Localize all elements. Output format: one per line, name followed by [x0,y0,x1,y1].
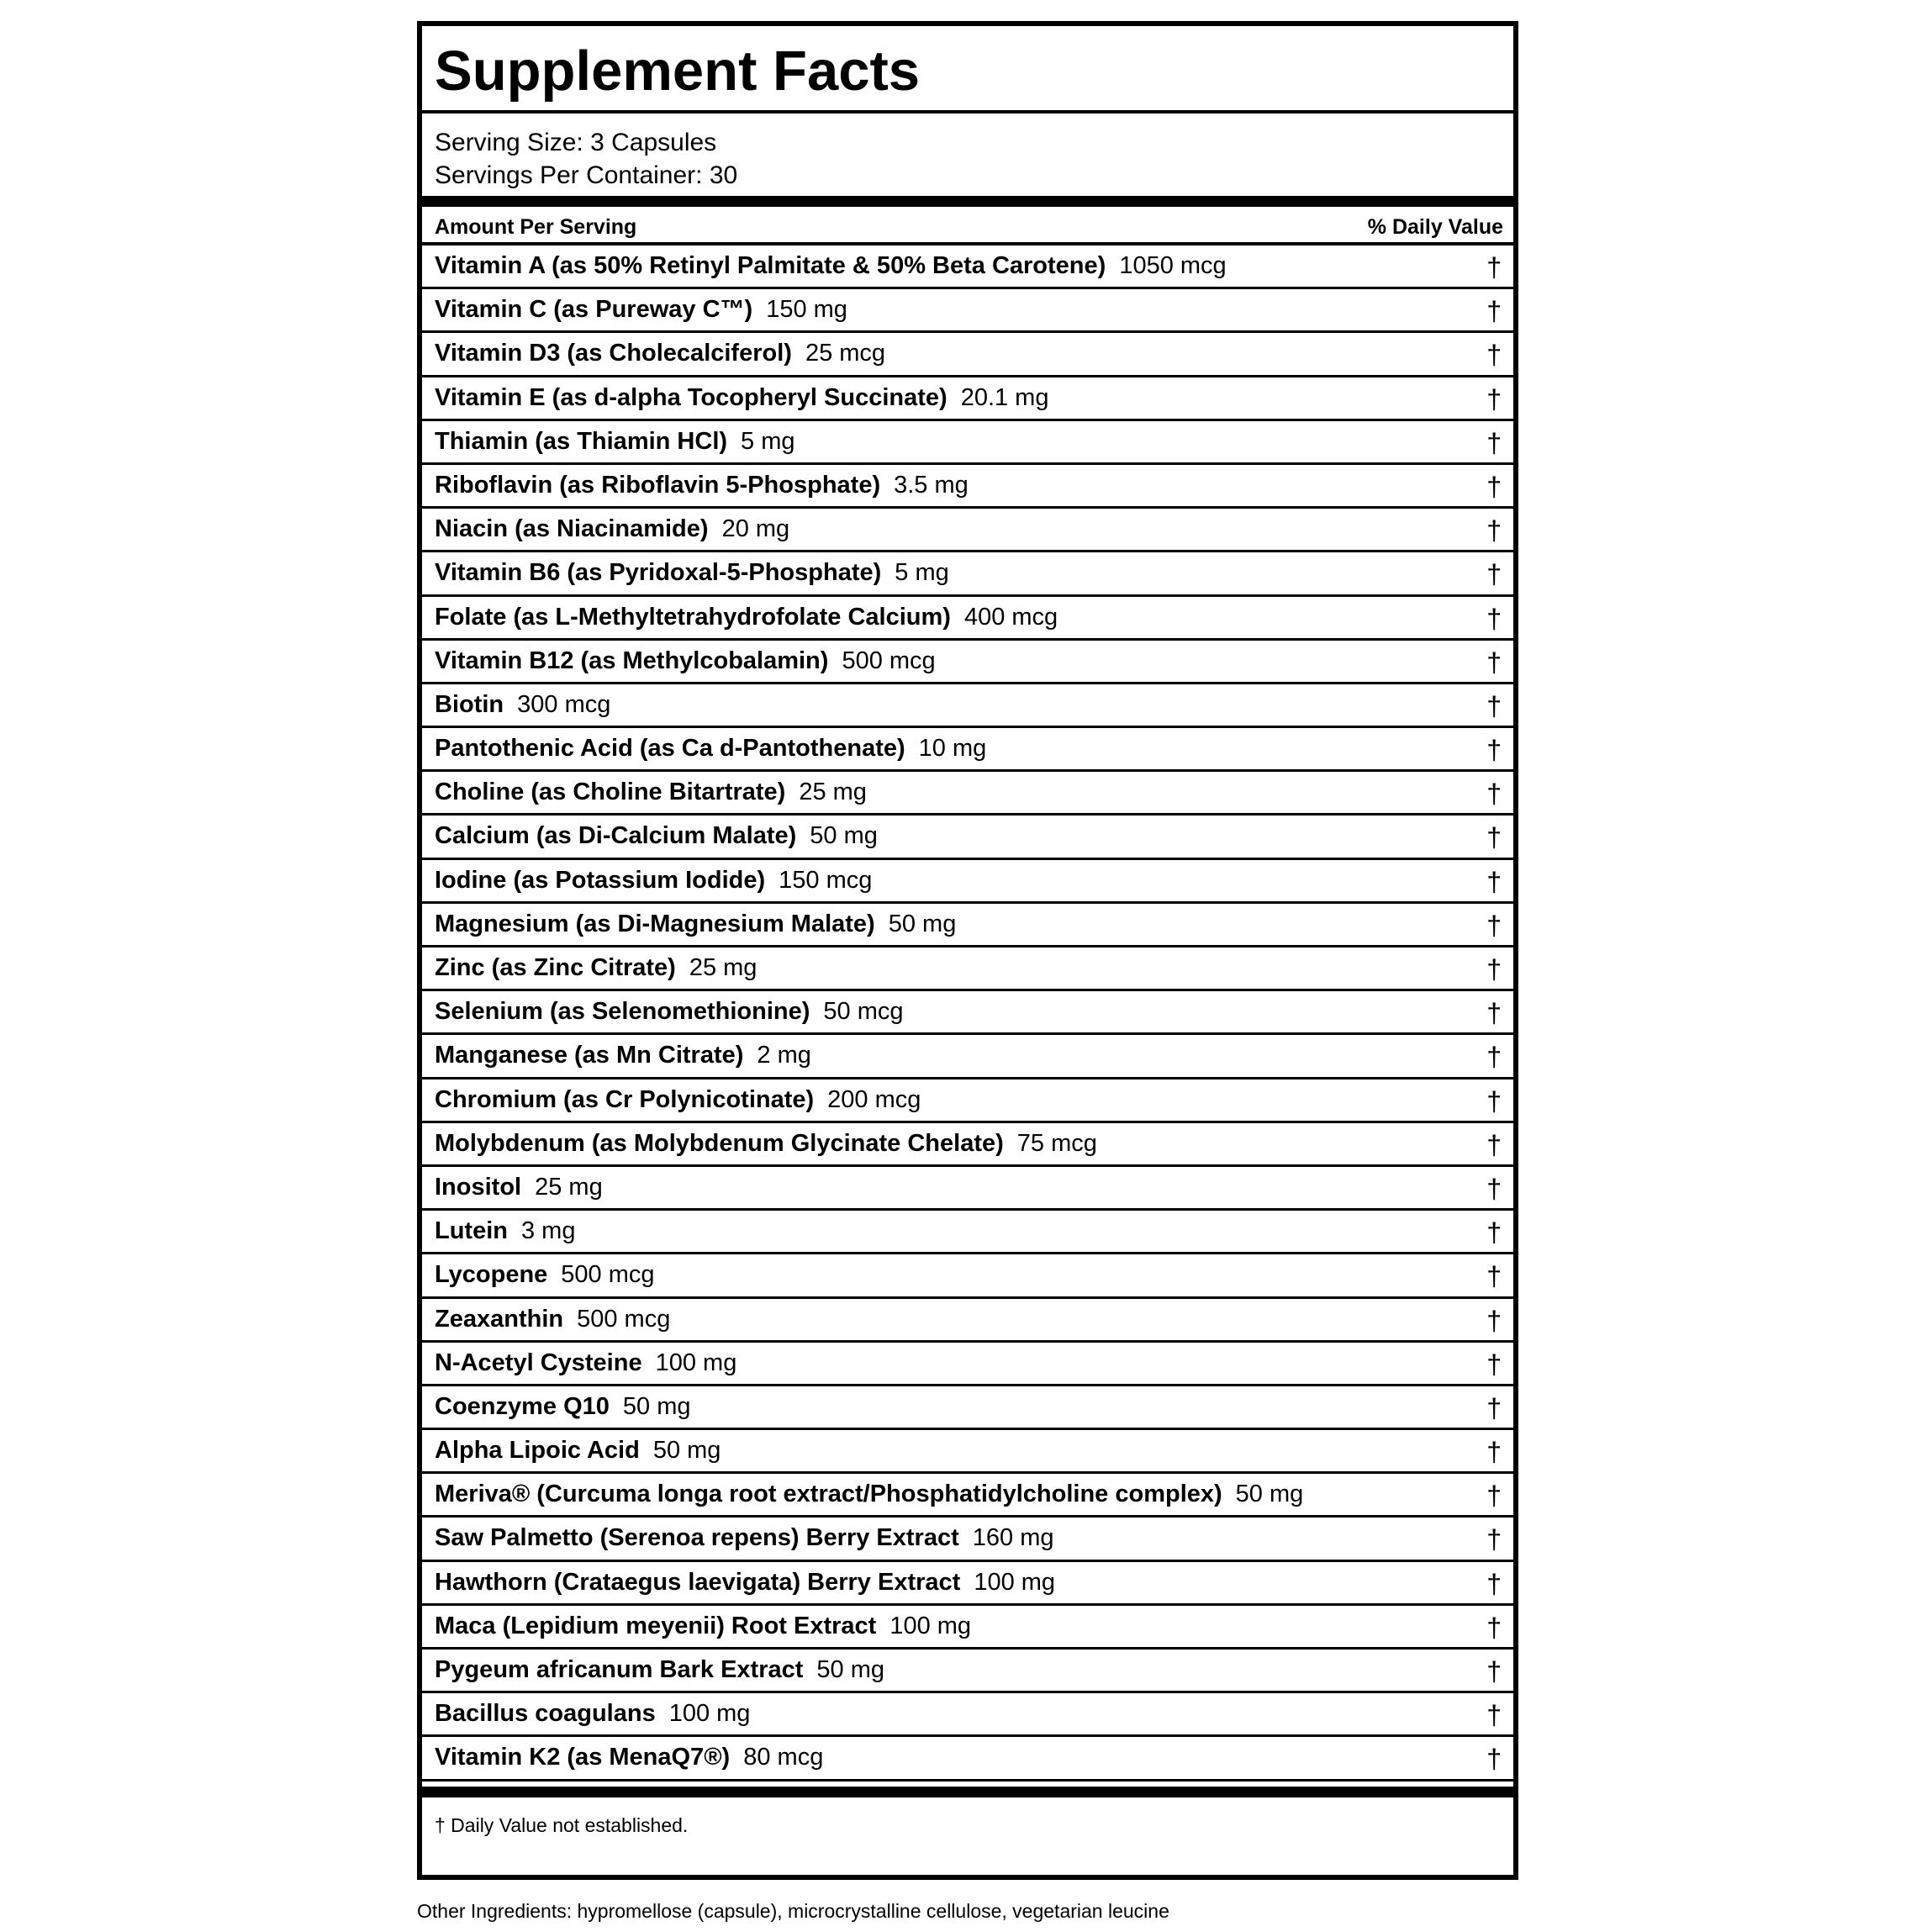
ingredient-name [435,954,757,982]
ingredient-name [435,559,949,587]
ingredient-name-text: Magnesium (as Di-Magnesium Malate) [435,910,875,937]
dagger-daily-value: † [1486,1656,1502,1687]
ingredient-name-text: N-Acetyl Cysteine [435,1349,642,1376]
ingredient-name [435,1437,721,1465]
ingredient-amount: 25 mg [799,779,867,806]
dagger-daily-value: † [1486,1217,1502,1248]
ingredient-list [422,245,1513,1782]
ingredient-row [422,421,1513,465]
ingredient-amount: 150 mg [766,296,847,324]
ingredient-amount: 10 mg [918,735,987,763]
ingredient-name-text: Pantothenic Acid (as Ca d-Pantothenate) [435,735,905,763]
serving-info [435,126,737,192]
ingredient-name [435,1130,1097,1158]
ingredient-row [422,816,1513,859]
dagger-daily-value: † [1486,1349,1502,1380]
ingredient-name-text: Pygeum africanum Bark Extract [435,1656,804,1683]
dagger-daily-value: † [1486,1305,1502,1336]
supplement-facts-panel [417,21,1518,1880]
dagger-daily-value: † [1486,427,1502,458]
ingredient-row [422,1430,1513,1474]
ingredient-row [422,1123,1513,1167]
ingredient-amount: 50 mg [816,1656,885,1683]
ingredient-amount: 80 mcg [743,1744,824,1771]
ingredient-name [435,691,610,719]
daily-value-header: % Daily Value [1367,215,1503,239]
footnote: † Daily Value not established. [435,1814,689,1836]
ingredient-row [422,991,1513,1035]
ingredient-name [435,735,986,763]
ingredient-row [422,597,1513,641]
dagger-daily-value: † [1486,1481,1502,1512]
dagger-daily-value: † [1486,690,1502,721]
dagger-daily-value: † [1486,998,1502,1029]
ingredient-name [435,779,867,806]
ingredient-name-text: Inositol [435,1173,522,1201]
ingredient-name-text: Alpha Lipoic Acid [435,1437,640,1465]
dagger-daily-value: † [1486,1173,1502,1204]
ingredient-amount: 50 mg [652,1437,721,1465]
ingredient-row [422,1606,1513,1650]
ingredient-amount: 500 mcg [577,1305,671,1333]
dagger-daily-value: † [1486,1524,1502,1555]
ingredient-amount: 50 mg [810,822,878,850]
servings-per-container: Servings Per Container: 30 [435,161,738,189]
ingredient-name-text: Calcium (as Di-Calcium Malate) [435,822,797,850]
dagger-daily-value: † [1486,954,1502,984]
dagger-daily-value: † [1486,383,1502,414]
ingredient-name [435,1524,1053,1552]
ingredient-row [422,245,1513,289]
column-header-row [422,207,1513,245]
ingredient-row [422,948,1513,991]
ingredient-amount: 5 mg [895,559,949,587]
ingredient-name-text: Thiamin (as Thiamin HCl) [435,427,728,455]
dagger-daily-value: † [1486,1261,1502,1292]
dagger-daily-value: † [1486,647,1502,678]
dagger-daily-value: † [1486,866,1502,897]
ingredient-name [435,1613,971,1640]
ingredient-row [422,509,1513,552]
ingredient-amount: 3 mg [521,1217,576,1245]
thick-divider-top [422,196,1513,207]
ingredient-name-text: Riboflavin (as Riboflavin 5-Phosphate) [435,471,881,499]
ingredient-name [435,1481,1303,1508]
ingredient-name-text: Niacin (as Niacinamide) [435,515,709,543]
ingredient-name-text: Chromium (as Cr Polynicotinate) [435,1085,815,1113]
ingredient-name-text: Lycopene [435,1261,548,1289]
dagger-daily-value: † [1486,603,1502,634]
ingredient-amount: 20 mg [721,515,790,543]
ingredient-name [435,867,872,895]
ingredient-amount: 50 mg [888,910,957,937]
ingredient-name-text: Biotin [435,690,504,718]
dagger-daily-value: † [1486,1568,1502,1599]
amount-per-serving-header: Amount Per Serving [435,215,637,239]
ingredient-name-text: Vitamin A (as 50% Retinyl Palmitate & 50% Beta Carotene) [435,252,1106,279]
ingredient-amount: 25 mg [535,1173,603,1201]
ingredient-amount: 50 mg [1235,1481,1304,1508]
ingredient-name [435,1261,655,1289]
ingredient-name-text: Molybdenum (as Molybdenum Glycinate Chelate) [435,1129,1004,1157]
dagger-daily-value: † [1486,1700,1502,1731]
ingredient-name [435,252,1227,280]
ingredient-name-text: Saw Palmetto (Serenoa repens) Berry Extract [435,1524,959,1552]
ingredient-amount: 50 mg [622,1392,691,1420]
ingredient-row [422,377,1513,421]
ingredient-name [435,1744,823,1771]
ingredient-name [435,1042,811,1069]
ingredient-amount: 75 mcg [1016,1129,1097,1157]
ingredient-row [422,1035,1513,1079]
ingredient-name-text: Iodine (as Potassium Iodide) [435,866,766,894]
ingredient-name-text: Bacillus coagulans [435,1700,656,1728]
ingredient-amount: 500 mcg [561,1261,655,1289]
serving-size: Serving Size: 3 Capsules [435,129,717,156]
ingredient-name-text: Manganese (as Mn Citrate) [435,1042,744,1069]
dagger-daily-value: † [1486,735,1502,766]
ingredient-row [422,1167,1513,1211]
ingredient-row [422,1693,1513,1737]
ingredient-amount: 100 mg [974,1568,1056,1596]
ingredient-amount: 20.1 mg [960,383,1049,411]
ingredient-name-text: Zinc (as Zinc Citrate) [435,954,676,981]
ingredient-row [422,1079,1513,1123]
ingredient-name-text: Zeaxanthin [435,1305,564,1333]
ingredient-amount: 50 mcg [823,998,904,1026]
ingredient-name [435,384,1048,412]
ingredient-name-text: Coenzyme Q10 [435,1392,610,1420]
ingredient-row [422,1343,1513,1386]
ingredient-name [435,647,936,675]
dagger-daily-value: † [1486,252,1502,282]
ingredient-row [422,1299,1513,1343]
ingredient-name [435,1700,750,1728]
ingredient-name-text: Selenium (as Selenomethionine) [435,998,810,1026]
ingredient-amount: 2 mg [757,1042,811,1069]
ingredient-name-text: Meriva® (Curcuma longa root extract/Phosphatidylcholine complex) [435,1481,1222,1508]
ingredient-name [435,911,956,938]
dagger-daily-value: † [1486,296,1502,327]
ingredient-row [422,728,1513,772]
ingredient-row [422,904,1513,948]
ingredient-name-text: Hawthorn (Crataegus laevigata) Berry Extract [435,1568,961,1596]
ingredient-name-text: Vitamin E (as d-alpha Tocopheryl Succinate) [435,383,948,411]
ingredient-row [422,1650,1513,1693]
ingredient-name-text: Choline (as Choline Bitartrate) [435,779,786,806]
ingredient-name [435,296,847,324]
ingredient-amount: 400 mcg [963,603,1058,631]
ingredient-name [435,1217,575,1245]
ingredient-amount: 25 mcg [805,340,886,367]
dagger-daily-value: † [1486,1392,1502,1423]
dagger-daily-value: † [1486,1612,1502,1643]
ingredient-row [422,1254,1513,1298]
dagger-daily-value: † [1486,1744,1502,1775]
ingredient-name [435,1086,921,1114]
ingredient-amount: 25 mg [689,954,757,981]
ingredient-amount: 100 mg [889,1612,972,1639]
ingredient-name [435,340,885,367]
ingredient-name [435,1306,670,1333]
ingredient-row [422,333,1513,377]
ingredient-amount: 5 mg [741,427,795,455]
panel-title: Supplement Facts [435,40,921,103]
ingredient-name [435,998,903,1026]
ingredient-name-text: Vitamin B6 (as Pyridoxal-5-Phosphate) [435,559,882,587]
dagger-daily-value: † [1486,1042,1502,1073]
ingredient-name-text: Vitamin K2 (as MenaQ7®) [435,1744,731,1771]
dagger-daily-value: † [1486,910,1502,941]
ingredient-row [422,1386,1513,1430]
ingredient-row [422,552,1513,596]
ingredient-row [422,860,1513,904]
ingredient-name [435,1569,1055,1597]
ingredient-amount: 500 mcg [842,647,936,674]
ingredient-row [422,465,1513,509]
ingredient-amount: 1050 mcg [1119,252,1227,279]
ingredient-name [435,1656,884,1684]
ingredient-name-text: Vitamin C (as Pureway C™) [435,296,753,324]
ingredient-row [422,684,1513,728]
ingredient-row [422,1474,1513,1518]
ingredient-row [422,1737,1513,1781]
ingredient-name-text: Lutein [435,1217,508,1245]
ingredient-name-text: Vitamin D3 (as Cholecalciferol) [435,340,792,367]
dagger-daily-value: † [1486,471,1502,502]
ingredient-name [435,1349,736,1377]
thick-divider-bottom [422,1787,1513,1797]
ingredient-row [422,289,1513,333]
ingredient-amount: 100 mg [655,1349,737,1376]
ingredient-amount: 200 mcg [827,1085,921,1113]
dagger-daily-value: † [1486,1437,1502,1468]
ingredient-amount: 300 mcg [517,690,611,718]
dagger-daily-value: † [1486,779,1502,810]
ingredient-name-text: Maca (Lepidium meyenii) Root Extract [435,1612,877,1639]
ingredient-amount: 100 mg [668,1700,751,1728]
ingredient-row [422,1211,1513,1254]
ingredient-name-text: Vitamin B12 (as Methylcobalamin) [435,647,829,674]
ingredient-name [435,1393,691,1421]
ingredient-amount: 3.5 mg [894,471,969,499]
ingredient-name [435,822,878,850]
dagger-daily-value: † [1486,340,1502,371]
title-row [422,26,1513,113]
ingredient-amount: 150 mcg [779,866,873,894]
dagger-daily-value: † [1486,559,1502,590]
ingredient-row [422,1518,1513,1561]
ingredient-row [422,1562,1513,1606]
ingredient-name [435,515,789,543]
dagger-daily-value: † [1486,1129,1502,1160]
dagger-daily-value: † [1486,1085,1502,1116]
ingredient-row [422,772,1513,816]
ingredient-amount: 160 mg [972,1524,1054,1552]
ingredient-name [435,428,795,456]
ingredient-name [435,472,969,499]
ingredient-row [422,641,1513,684]
other-ingredients: Other Ingredients: hypromellose (capsule), microcrystalline cellulose, vegetarian leucine [417,1900,1169,1922]
dagger-daily-value: † [1486,515,1502,546]
ingredient-name [435,1174,603,1201]
ingredient-name-text: Folate (as L-Methyltetrahydrofolate Calcium) [435,603,951,631]
ingredient-name [435,604,1058,631]
dagger-daily-value: † [1486,822,1502,853]
